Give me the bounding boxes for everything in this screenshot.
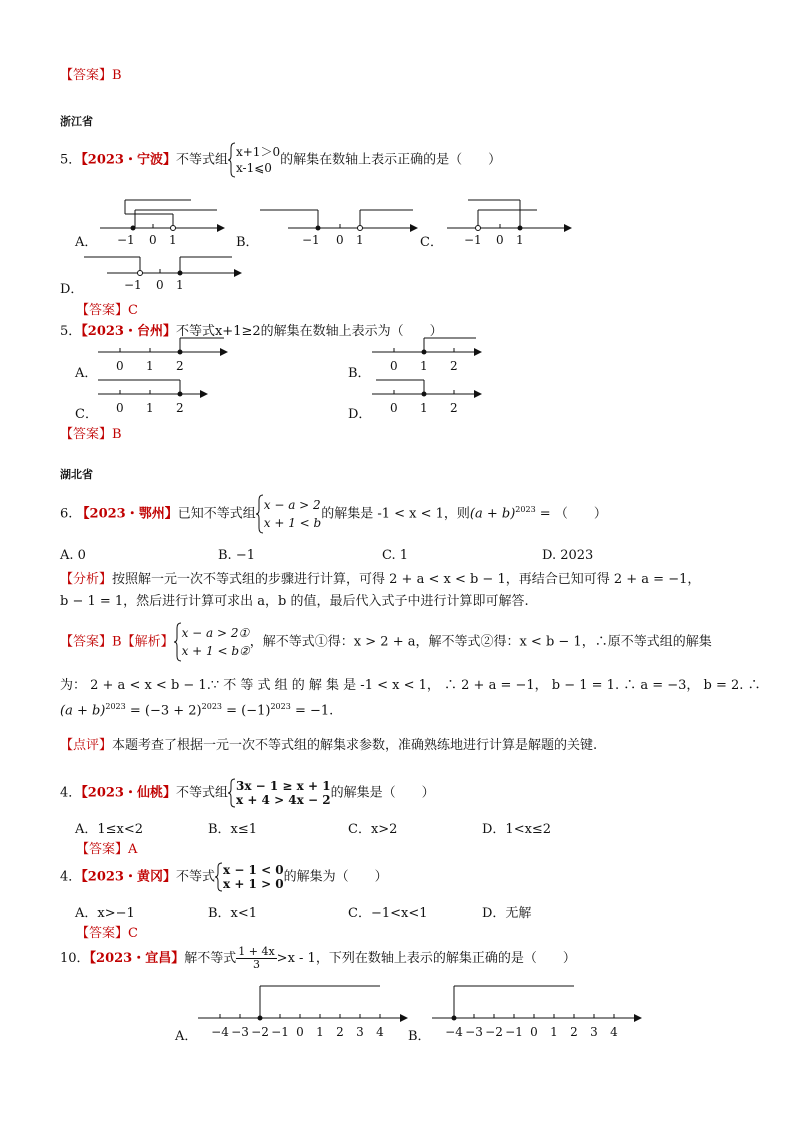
inequality-system: x+1＞0 x-1⩽0 bbox=[235, 145, 281, 175]
question-stem-tail: >x - 1，下列在数轴上表示的解集正确的是（ ） bbox=[276, 951, 576, 966]
tick-label: 1 bbox=[169, 233, 177, 247]
question-number: 4． bbox=[60, 785, 82, 801]
option-d: D．1<x≤2 bbox=[482, 822, 552, 837]
question-5-ningbo bbox=[60, 142, 501, 178]
tick-label: 0 bbox=[530, 1025, 538, 1039]
tick-label: 0 bbox=[390, 401, 398, 415]
tick-label: 0 bbox=[116, 401, 124, 415]
number-line-c bbox=[442, 198, 572, 248]
answer-label: 【答案】C bbox=[76, 926, 138, 941]
tick-label: 1 bbox=[420, 401, 428, 415]
brace-icon bbox=[228, 142, 236, 178]
question-source: 【2023・鄂州】 bbox=[76, 506, 178, 522]
question-10-yichang bbox=[60, 946, 576, 971]
question-source: 【2023・仙桃】 bbox=[81, 785, 176, 801]
answer-label: 【答案】A bbox=[76, 842, 138, 857]
analysis-line-2: b − 1 = 1，然后进行计算可求出 a，b 的值，最后代入式子中进行计算即可解答. bbox=[60, 594, 529, 609]
inequality-system: x − a > 2① x + 1 < b② bbox=[181, 626, 250, 658]
tick-label: −3 bbox=[465, 1025, 483, 1039]
analysis-line-1: 【分析】按照解一元一次不等式组的步骤进行计算，可得 2 + a < x < b − 1，再结合已知可得 2 + a = −1， bbox=[60, 572, 701, 587]
option-a: A．x>−1 bbox=[75, 906, 135, 921]
option-b-label: B． bbox=[408, 1029, 431, 1044]
brace-icon bbox=[256, 494, 264, 534]
option-b: B．x<1 bbox=[208, 906, 258, 921]
tick-label: −2 bbox=[251, 1025, 269, 1039]
option-c: C．x>2 bbox=[348, 822, 398, 837]
question-stem: 不等式组 bbox=[175, 785, 228, 801]
question-number: 10． bbox=[60, 951, 90, 966]
question-4-xiantao bbox=[60, 778, 435, 808]
tick-label: 2 bbox=[336, 1025, 344, 1039]
option-b-label: B． bbox=[348, 366, 371, 381]
question-stem-tail: = （ ） bbox=[535, 506, 607, 522]
option-a-label: A． bbox=[75, 235, 98, 250]
tick-label: 0 bbox=[149, 233, 157, 247]
exponent: 2023 bbox=[515, 505, 536, 515]
option-b: B．x≤1 bbox=[208, 822, 258, 837]
question-stem: 不等式 bbox=[175, 869, 215, 885]
tick-label: −4 bbox=[445, 1025, 463, 1039]
answer-label: 【答案】C bbox=[76, 303, 138, 318]
brace-icon bbox=[174, 622, 182, 662]
number-line-a bbox=[95, 198, 225, 248]
tick-label: 3 bbox=[356, 1025, 364, 1039]
tick-label: 1 bbox=[176, 278, 184, 292]
brace-icon bbox=[215, 862, 223, 892]
number-line-d bbox=[82, 255, 242, 297]
number-line-b bbox=[258, 198, 418, 248]
number-line-b bbox=[372, 336, 482, 378]
tick-label: 2 bbox=[450, 359, 458, 373]
tick-label: 1 bbox=[420, 359, 428, 373]
question-stem-mid: 的解集是 -1 < x < 1，则 bbox=[321, 506, 470, 522]
question-stem: 解不等式 bbox=[184, 951, 237, 966]
tick-label: 0 bbox=[336, 233, 344, 247]
tick-label: 3 bbox=[590, 1025, 598, 1039]
question-stem-tail: 的解集是（ ） bbox=[330, 785, 435, 801]
option-a: A．1≤x<2 bbox=[75, 822, 144, 837]
tick-label: 0 bbox=[296, 1025, 304, 1039]
number-line-a bbox=[98, 336, 228, 378]
question-number: 6. bbox=[60, 506, 73, 522]
option-b-label: B． bbox=[236, 235, 259, 250]
section-hubei: 湖北省 bbox=[60, 468, 93, 481]
comment-line: 【点评】本题考查了根据一元一次不等式组的解集求参数，准确熟练地进行计算是解题的关键. bbox=[60, 738, 598, 753]
option-c-label: C． bbox=[420, 235, 443, 250]
question-stem: 已知不等式组 bbox=[177, 506, 256, 522]
question-stem: 不等式组 bbox=[175, 152, 228, 168]
tick-label: 1 bbox=[516, 233, 524, 247]
option-a-label: A． bbox=[175, 1029, 198, 1044]
tick-label: 1 bbox=[356, 233, 364, 247]
question-number: 5． bbox=[60, 152, 82, 168]
tick-label: 0 bbox=[116, 359, 124, 373]
option-a-label: A． bbox=[75, 366, 98, 381]
number-line-c bbox=[98, 378, 208, 420]
tick-label: −2 bbox=[485, 1025, 503, 1039]
number-line-b bbox=[432, 982, 642, 1040]
question-stem: 不等式x+1≥2的解集在数轴上表示为（ ） bbox=[175, 324, 443, 339]
tick-label: −1 bbox=[124, 278, 142, 292]
option-d-label: D． bbox=[348, 407, 372, 422]
option-d: D. 2023 bbox=[542, 548, 594, 563]
number-line-a bbox=[198, 982, 408, 1040]
tick-label: −1 bbox=[302, 233, 320, 247]
question-4-huanggang bbox=[60, 862, 388, 892]
question-source: 【2023・宁波】 bbox=[81, 152, 176, 168]
option-c: C．−1<x<1 bbox=[348, 906, 428, 921]
expression: (a + b) bbox=[469, 506, 516, 522]
tick-label: 2 bbox=[176, 401, 184, 415]
question-6-ezhou bbox=[60, 494, 607, 534]
tick-label: 0 bbox=[390, 359, 398, 373]
question-source: 【2023・台州】 bbox=[81, 324, 176, 339]
option-c: C. 1 bbox=[382, 548, 409, 563]
tick-label: −3 bbox=[231, 1025, 249, 1039]
tick-label: −1 bbox=[117, 233, 135, 247]
tick-label: −1 bbox=[271, 1025, 289, 1039]
tick-label: 0 bbox=[156, 278, 164, 292]
tick-label: −4 bbox=[211, 1025, 229, 1039]
question-number: 4． bbox=[60, 869, 82, 885]
tick-label: 1 bbox=[316, 1025, 324, 1039]
option-d: D．无解 bbox=[482, 906, 532, 921]
answer-label: 【答案】B bbox=[60, 68, 122, 83]
inequality-system: x − a > 2 x + 1 < b bbox=[263, 498, 322, 530]
question-source: 【2023・宜昌】 bbox=[89, 951, 185, 966]
tick-label: 4 bbox=[376, 1025, 384, 1039]
option-a: A. 0 bbox=[60, 548, 86, 563]
question-stem-tail: 的解集为（ ） bbox=[283, 869, 388, 885]
option-c-label: C． bbox=[75, 407, 98, 422]
tick-label: 2 bbox=[570, 1025, 578, 1039]
solution-line-2: 为： 2 + a < x < b − 1.∵ 不 等 式 组 的 解 集 是 -1 < x < 1， ∴ 2 + a = −1， b − 1 = 1. ∴ a = −3， b = 2. ∴ bbox=[60, 678, 761, 693]
option-b: B. −1 bbox=[218, 548, 255, 563]
question-source: 【2023・黄冈】 bbox=[81, 869, 176, 885]
question-stem-tail: 的解集在数轴上表示正确的是（ ） bbox=[280, 152, 502, 168]
number-line-d bbox=[372, 378, 482, 420]
tick-label: 1 bbox=[550, 1025, 558, 1039]
inequality-system: 3x − 1 ≥ x + 1 x + 4 > 4x − 2 bbox=[235, 779, 331, 807]
tick-label: 4 bbox=[610, 1025, 618, 1039]
option-d-label: D． bbox=[60, 282, 84, 297]
solution-line-3: $(a + b)^{2023} = (-3 + 2)^{2023} = (-1)^{2023} = -1$. bbox=[60, 702, 334, 719]
tick-label: 1 bbox=[146, 401, 154, 415]
inequality-system: x − 1 < 0 x + 1 > 0 bbox=[222, 863, 284, 891]
tick-label: 1 bbox=[146, 359, 154, 373]
brace-icon bbox=[228, 778, 236, 808]
tick-label: −1 bbox=[505, 1025, 523, 1039]
section-zhejiang: 浙江省 bbox=[60, 115, 93, 128]
question-number: 5． bbox=[60, 324, 82, 339]
tick-label: 2 bbox=[450, 401, 458, 415]
fraction: $\frac{1 + 4x}{3}$ bbox=[238, 945, 275, 971]
tick-label: 0 bbox=[496, 233, 504, 247]
answer-label: 【答案】B bbox=[60, 427, 122, 442]
tick-label: 2 bbox=[176, 359, 184, 373]
tick-label: −1 bbox=[464, 233, 482, 247]
solution-line-1: 【答案】B【解析】 x − a > 2① x + 1 < b② ，解不等式①得：x > 2 + a，解不等式②得：x < b − 1，∴原不等式组的解集 bbox=[60, 622, 712, 662]
